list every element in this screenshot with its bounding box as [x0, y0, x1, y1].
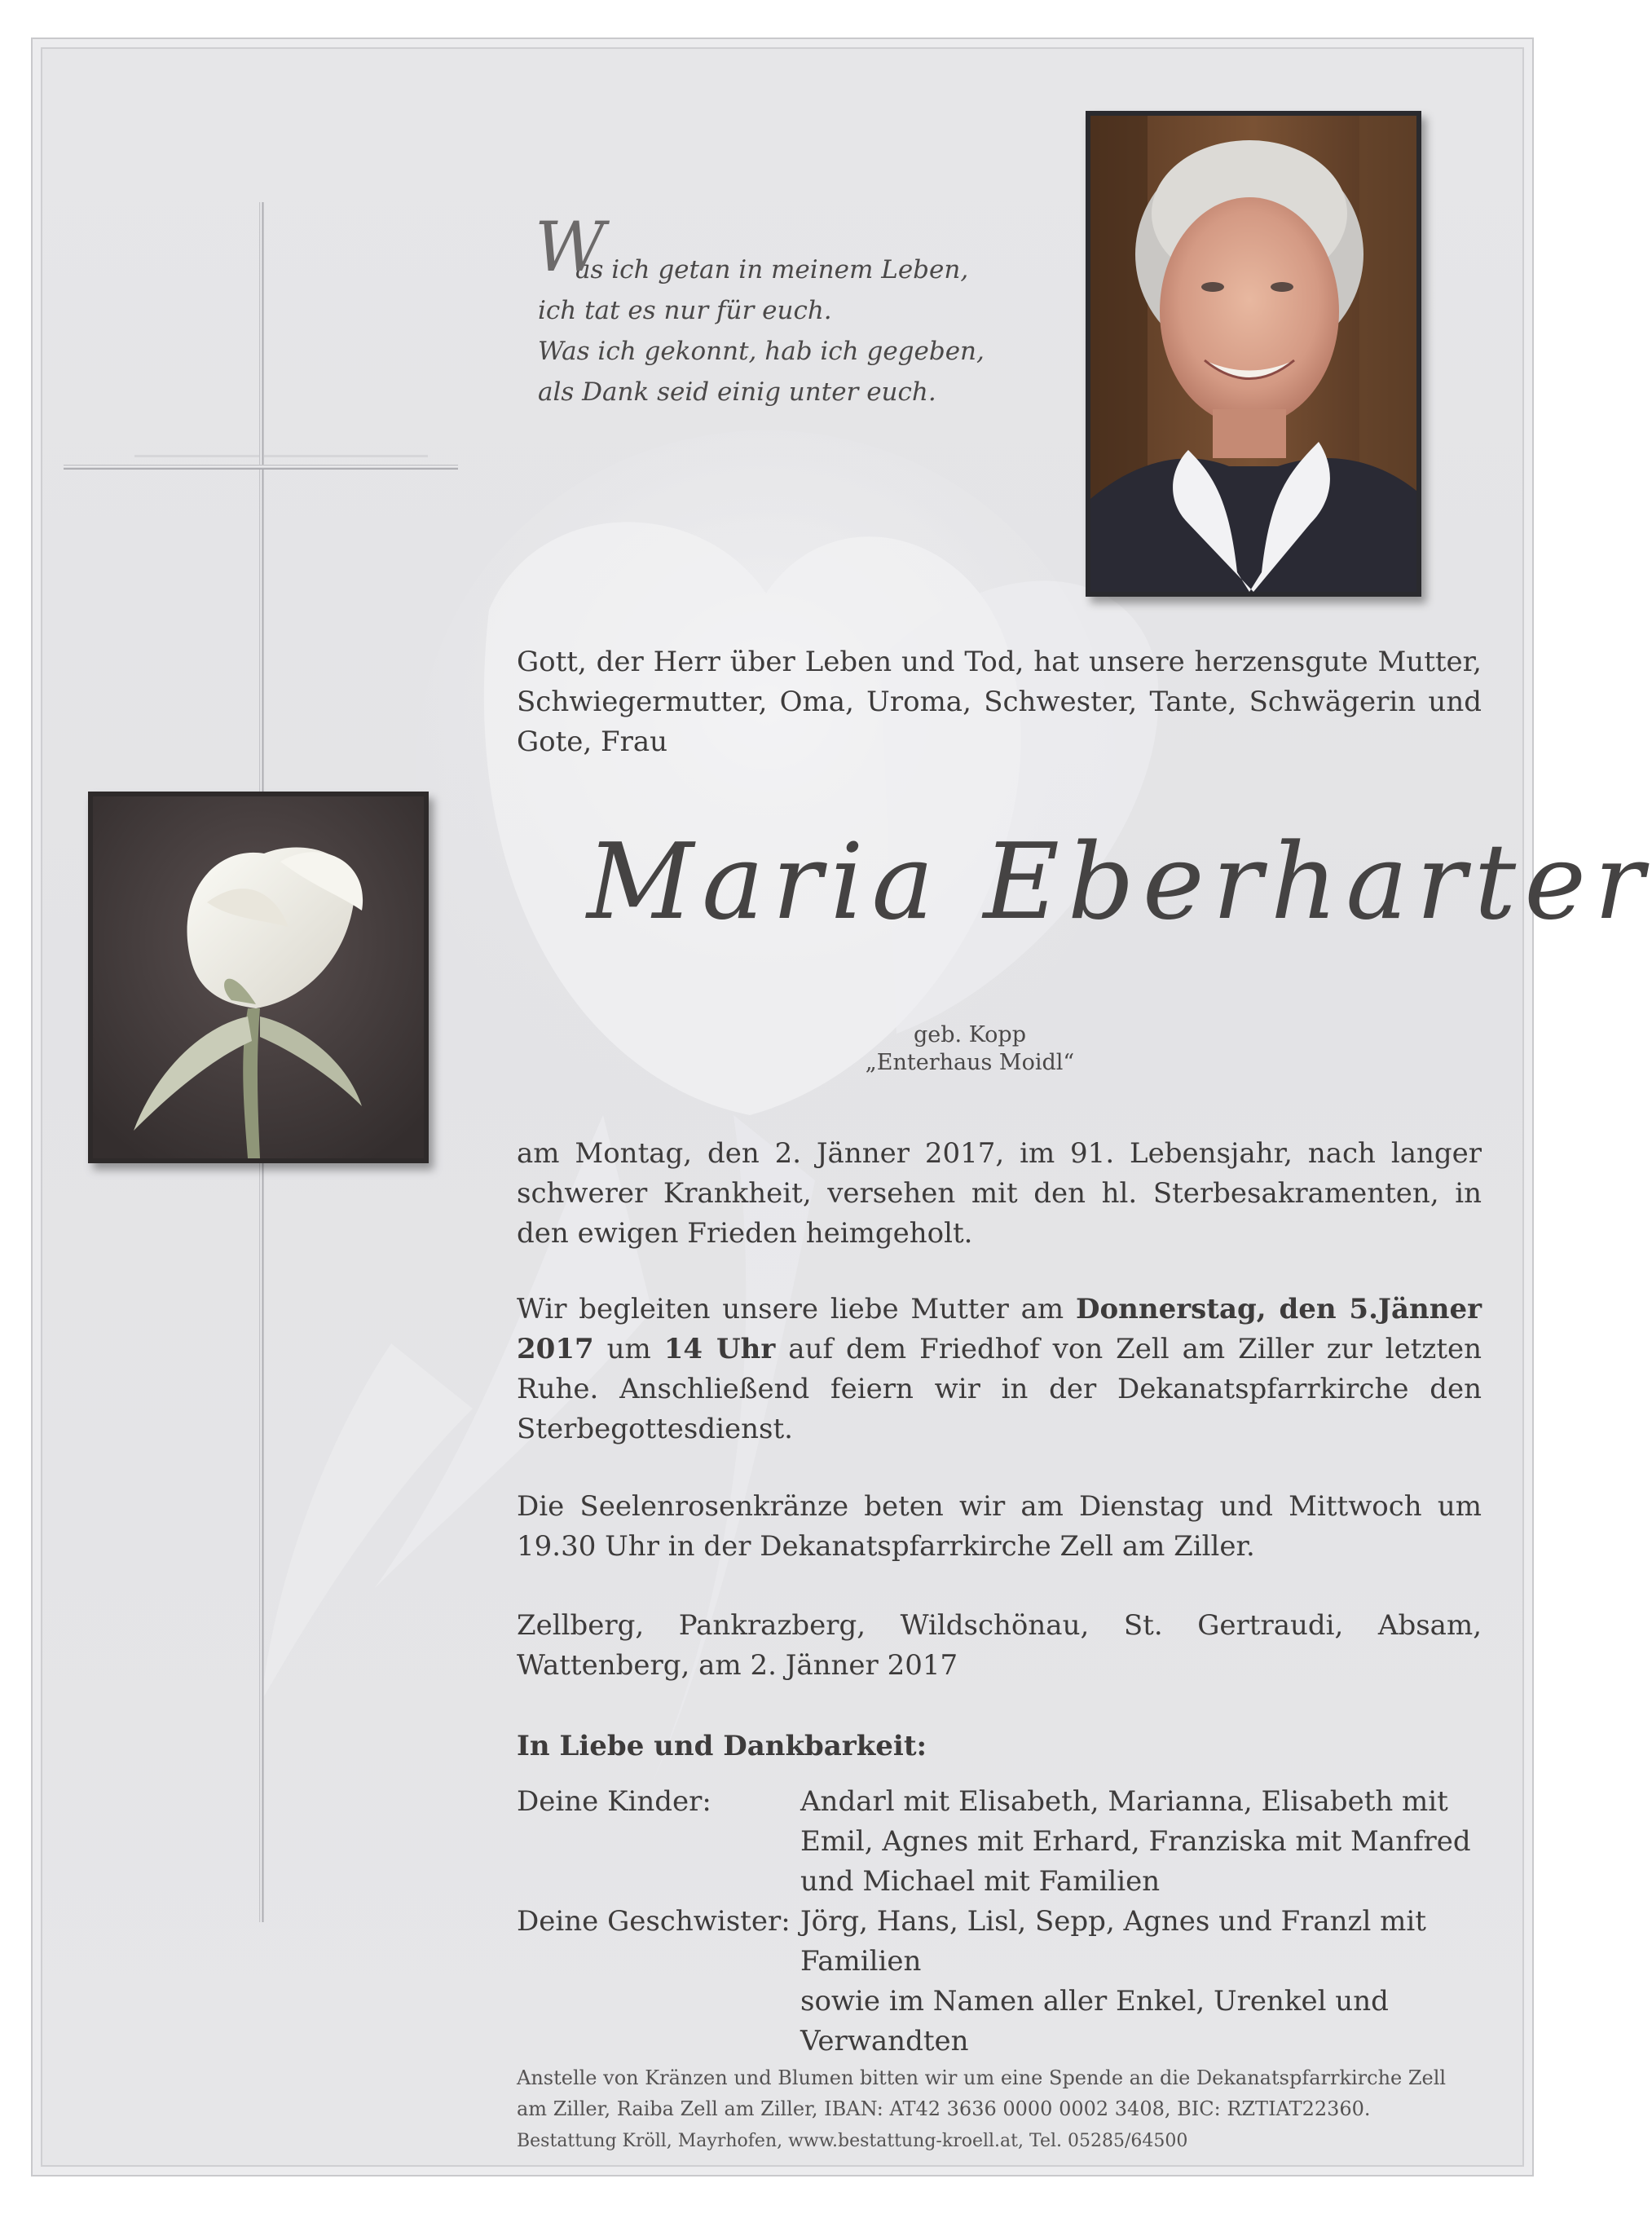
obituary-card	[31, 37, 1652, 2177]
intro-text: Gott, der Herr über Leben und Tod, hat unsere herzensgute Mutter, Schwiegermutter, Oma, Uroma, Schwester, Tante, Schwägerin und Gote, Frau	[517, 646, 1482, 758]
mourner-label: Deine Geschwister:	[517, 1905, 791, 1938]
poem-line: as ich getan in meinem Leben,	[575, 255, 969, 284]
mourners-list	[517, 1782, 1482, 2062]
house-nickname: „Enterhaus Moidl“	[865, 1050, 1075, 1075]
mourner-label	[517, 1982, 800, 2062]
cross-horizontal-bar	[64, 465, 458, 470]
portrait-photo	[1086, 111, 1421, 597]
funeral-date: Donnerstag, den 5.Jänner 2017	[517, 1293, 1482, 1365]
funeral-paragraph	[517, 1290, 1482, 1449]
poem-line: Was ich gekonnt, hab ich gegeben,	[538, 337, 985, 366]
death-paragraph: am Montag, den 2. Jänner 2017, im 91. Lebensjahr, nach langer schwerer Krankheit, versehen mit den hl. Sterbesakramenten, in den ewigen Frieden heimgeholt.	[517, 1137, 1482, 1250]
rosary-paragraph: Die Seelenrosenkränze beten wir am Dienstag und Mittwoch um 19.30 Uhr in der Dekanatspfarrkirche Zell am Ziller.	[517, 1490, 1482, 1563]
rose-image	[93, 796, 424, 1158]
undertaker-info: Bestattung Kröll, Mayrhofen, www.bestattung-kroell.at, Tel. 05285/64500	[517, 2131, 1188, 2151]
mourner-names: Andarl mit Elisabeth, Marianna, Elisabeth mit Emil, Agnes mit Erhard, Franziska mit Manfred und Michael mit Familien	[800, 1785, 1471, 1898]
funeral-text-post: auf dem Friedhof von Zell am Ziller zur letzten Ruhe. Anschließend feiern wir in der Dekanatspfarrkirche den Sterbegottesdienst.	[517, 1333, 1482, 1445]
poem-initial: W	[535, 207, 606, 287]
donation-note: Anstelle von Kränzen und Blumen bitten wir um eine Spende an die Dekanatspfarrkirche Zell am Ziller, Raiba Zell am Ziller, IBAN: AT42 3636 0000 0002 3408, BIC: RZTIAT22360.	[517, 2066, 1447, 2120]
cross-shadow-bar	[134, 455, 428, 457]
mourner-row	[517, 1982, 1482, 2062]
deceased-name: Maria Eberharter	[587, 822, 1652, 943]
mourner-names: sowie im Namen aller Enkel, Urenkel und Verwandten	[800, 1985, 1389, 2057]
birth-name: geb. Kopp	[914, 1022, 1026, 1047]
poem-line: ich tat es nur für euch.	[538, 296, 832, 325]
mourner-names: Jörg, Hans, Lisl, Sepp, Agnes und Franzl mit Familien	[800, 1905, 1426, 1978]
poem	[535, 207, 1043, 412]
birth-name-block	[766, 1021, 1174, 1077]
rose-photo	[88, 792, 429, 1163]
poem-line: als Dank seid einig unter euch.	[538, 377, 936, 407]
funeral-text-mid: um	[593, 1333, 664, 1365]
thanks-heading: In Liebe und Dankbarkeit:	[517, 1730, 927, 1762]
funeral-time: 14 Uhr	[663, 1333, 776, 1365]
mourner-row	[517, 1902, 1482, 1982]
mourner-label: Deine Kinder:	[517, 1785, 711, 1818]
place-date: Zellberg, Pankrazberg, Wildschönau, St. Gertraudi, Absam, Wattenberg, am 2. Jänner 2017	[517, 1609, 1482, 1682]
portrait-image	[1090, 116, 1416, 592]
mourner-row	[517, 1782, 1482, 1902]
funeral-text-pre: Wir begleiten unsere liebe Mutter am	[517, 1293, 1076, 1325]
